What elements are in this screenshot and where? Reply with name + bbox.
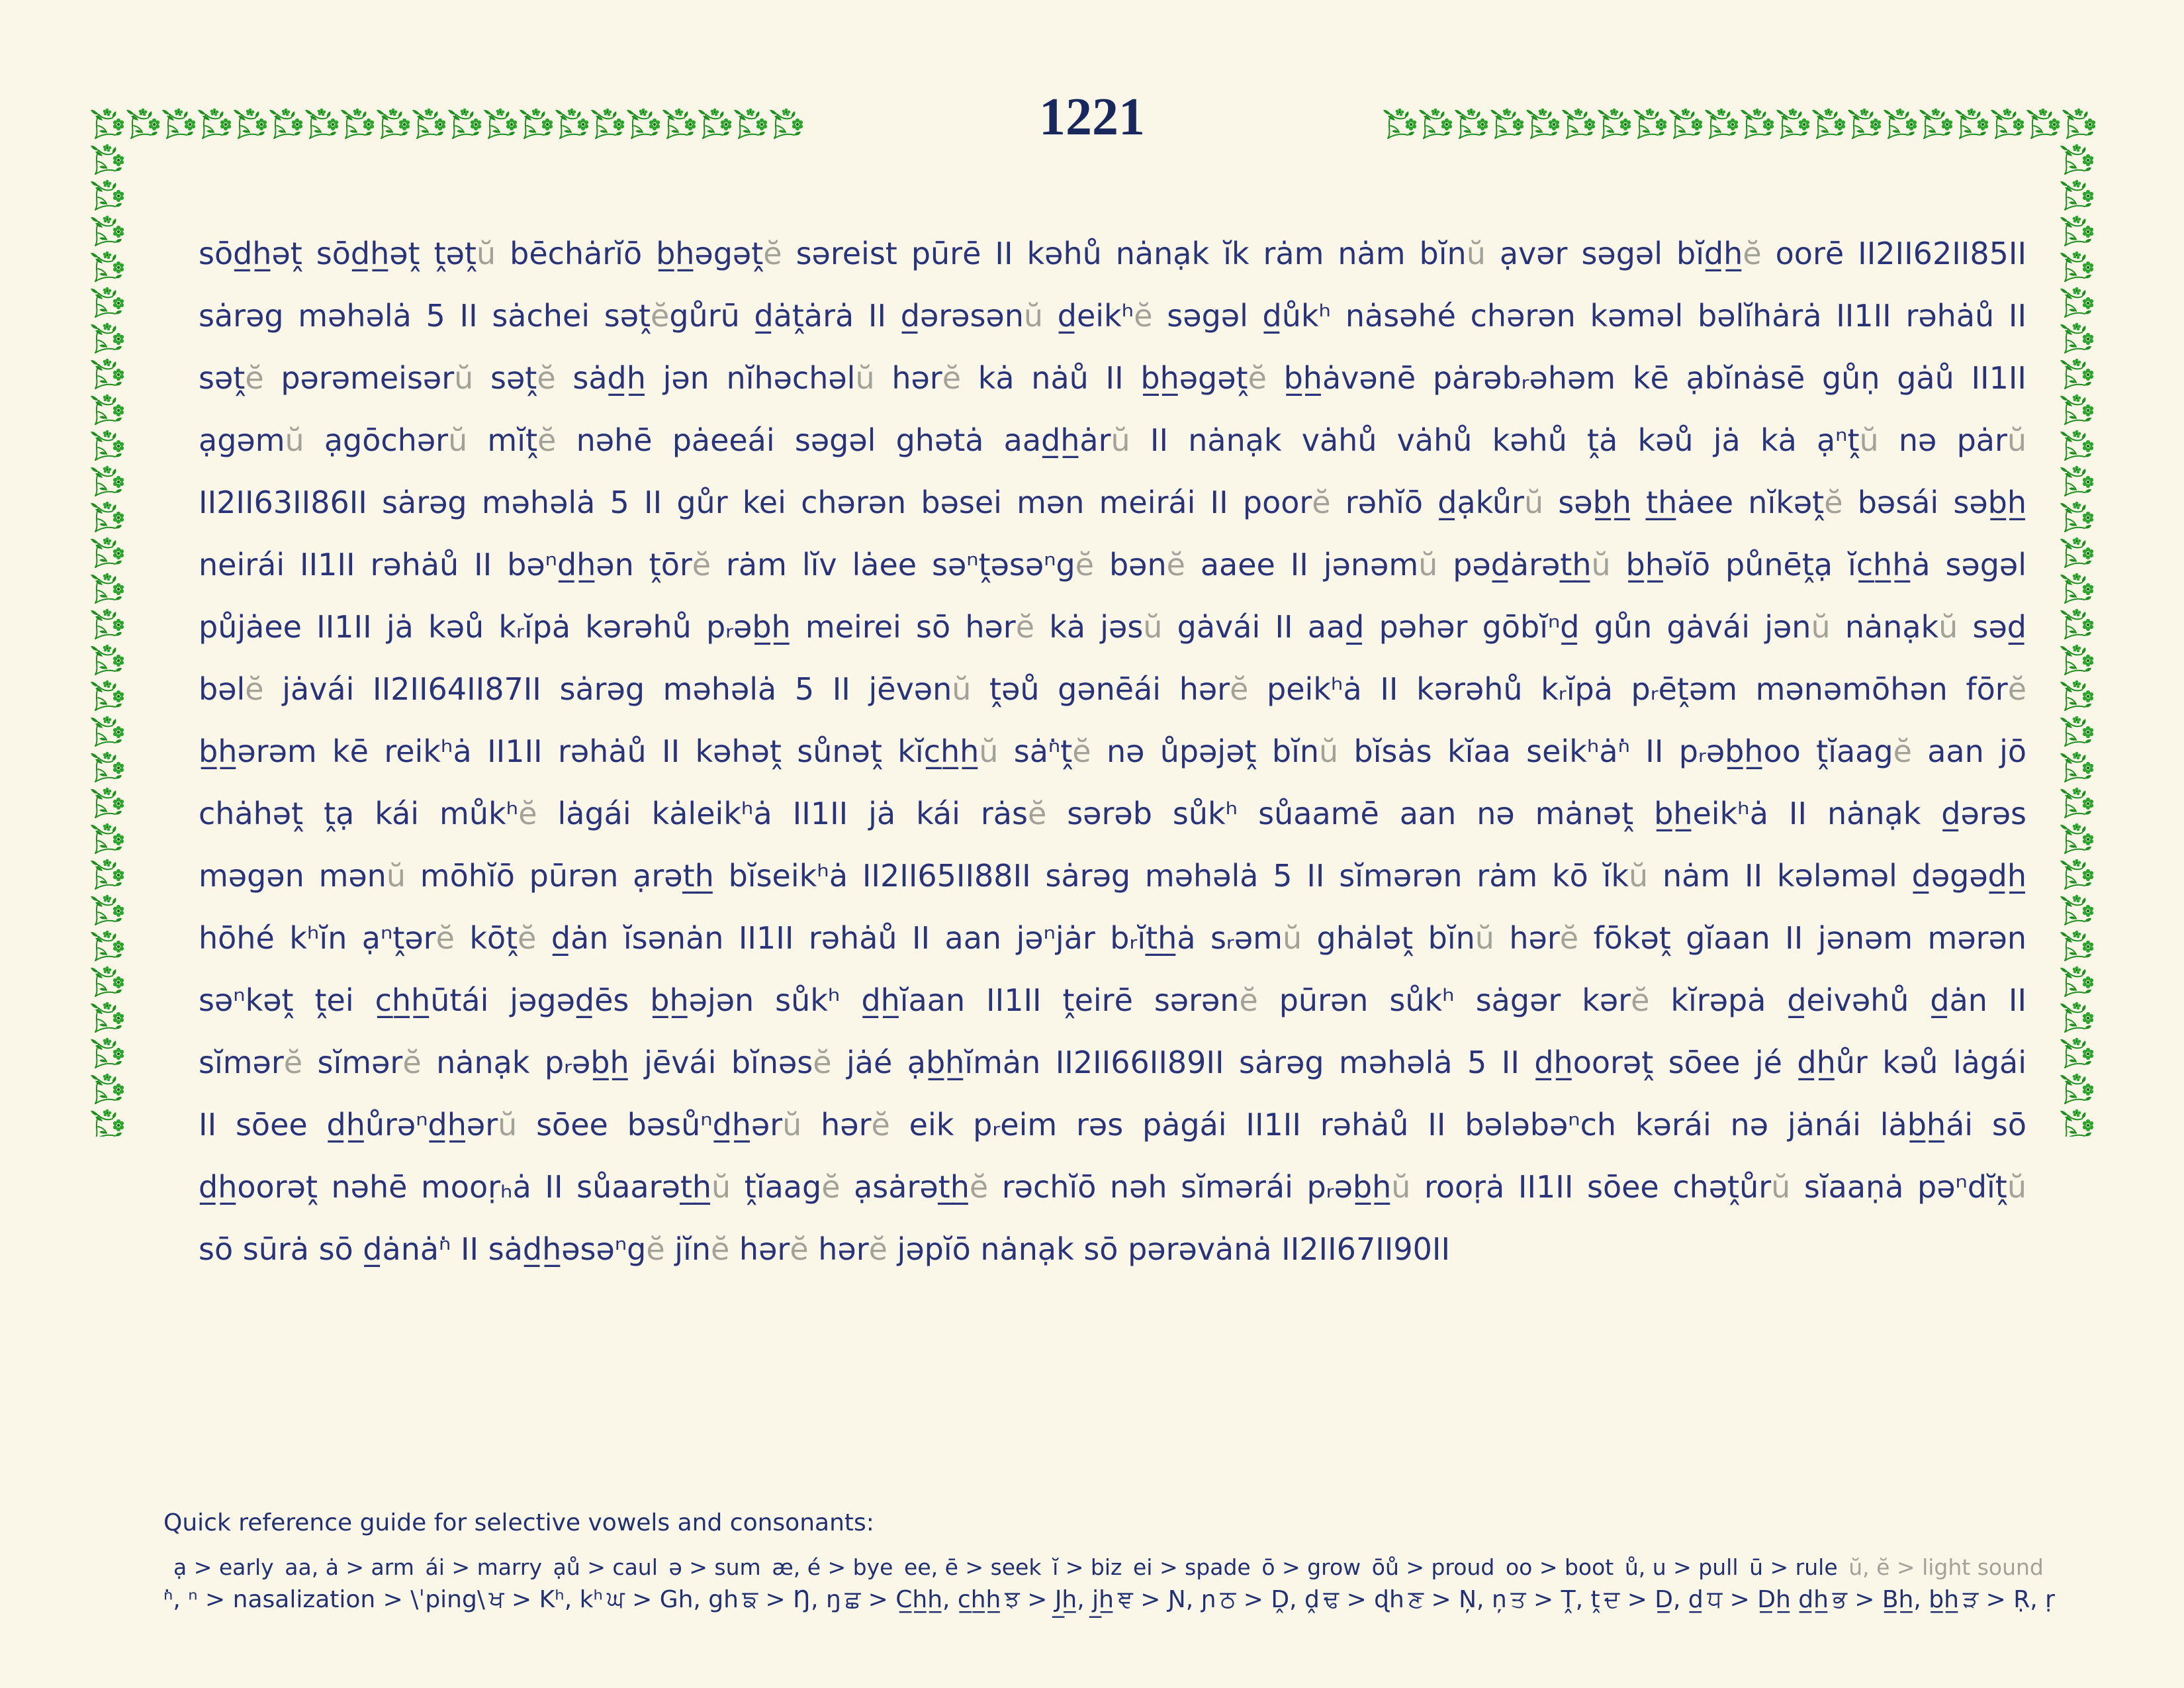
legend-item: ō > grow [1261, 1554, 1361, 1580]
text-line: II sōee d̲h̲ůrəⁿd̲h̲ərŭ sōee bəsůⁿd̲h̲ərŭ hərĕ eik pᵣeim rəs pȧgái II1II rəhȧů II bələbəⁿch kərái nə jȧnái lȧb̲h̲ái sō [199, 1107, 2026, 1143]
legend-item: ə > sum [668, 1554, 761, 1580]
floral-sprig-icon [2059, 497, 2095, 533]
floral-sprig-icon [2059, 640, 2095, 676]
legend-item: ਢ > ɖh [1323, 1586, 1404, 1613]
floral-sprig-icon [89, 533, 125, 569]
legend-item: ਝ > J̲h̲, j̲h̲ [1005, 1586, 1114, 1613]
floral-sprig-icon [2059, 461, 2095, 497]
text-line: məgən mənŭ mōhĭō pūrən ạrət̲h̲ bĭseikʰȧ II2II65II88II sȧrəg məhəlȧ 5 II sĭmərən rȧm kō ĭkŭ nȧm II kələməl d̲əgəd̲h̲ [199, 858, 2026, 894]
floral-sprig-icon [89, 318, 125, 354]
floral-sprig-icon [2059, 1033, 2095, 1069]
floral-sprig-icon [89, 604, 125, 640]
legend-item: ạů > caul [553, 1554, 658, 1580]
legend-item: ਖ > Kʰ, kʰ [488, 1586, 604, 1613]
floral-sprig-icon [2059, 175, 2095, 211]
legend-item: aa, ȧ > arm [285, 1554, 414, 1580]
decorative-border-right [2059, 140, 2095, 1137]
floral-sprig-icon [2059, 712, 2095, 747]
floral-sprig-icon [2059, 998, 2095, 1033]
text-line: neirái II1II rəhȧů II bəⁿd̲h̲ən ṱōrĕ rȧm lĭv lȧee səⁿṱəsəⁿgĕ bənĕ aaee II jənəmŭ pəd̲ȧrət̲h̲ŭ b̲h̲əĭō půnēṱạ ĭc̲h̲h̲ȧ səgəl [199, 547, 2026, 583]
text-line: hōhé kʰĭn ạⁿṱərĕ kōṱĕ d̲ȧn ĭsənȧn II1II rəhȧů II aan jəⁿjȧr bᵣĭt̲h̲ȧ sᵣəmŭ ghȧləṱ bĭnŭ hərĕ fōkəṱ gĭaan II jənəm mərən [199, 920, 2026, 956]
legend-item: ū > rule [1749, 1554, 1838, 1580]
floral-sprig-icon [2059, 283, 2095, 318]
floral-sprig-icon [2059, 211, 2095, 247]
decorative-border-left [89, 140, 125, 1137]
floral-sprig-icon [89, 497, 125, 533]
legend-item: ạ > early [173, 1554, 274, 1580]
floral-sprig-icon [89, 211, 125, 247]
floral-sprig-icon [89, 998, 125, 1033]
legend-item: ei > spade [1132, 1554, 1251, 1580]
page-number: 1221 [1039, 88, 1145, 146]
legend-item: ੜ > Ṛ, ṛ [1962, 1586, 2055, 1613]
legend-item: ਘ > Gh, gh [606, 1586, 739, 1613]
floral-sprig-icon [89, 855, 125, 890]
scripture-text-block [199, 222, 2026, 1280]
floral-sprig-icon [2059, 676, 2095, 712]
floral-sprig-icon [89, 390, 125, 426]
floral-sprig-icon [89, 175, 125, 211]
floral-sprig-icon [2059, 247, 2095, 283]
floral-sprig-icon [2059, 318, 2095, 354]
legend-item: ਞ > Ɲ, ɲ [1117, 1586, 1216, 1613]
text-line: chȧhəṱ ṱạ kái můkʰĕ lȧgái kȧleikʰȧ II1II jȧ kái rȧsĕ sərəb sůkʰ sůaamē aan nə mȧnəṱ b̲h̲eikʰȧ II nȧnạk d̲ərəs [199, 796, 2026, 831]
floral-sprig-icon [89, 676, 125, 712]
text-line: səṱĕ pərəmeisərŭ səṱĕ sȧd̲h̲ jən nĭhəchəlŭ hərĕ kȧ nȧů II b̲h̲əgəṱĕ b̲h̲ȧvənē pȧrəbᵣəhəm kē ạbĭnȧsē gůṇ gȧů II1II [199, 360, 2026, 396]
floral-sprig-icon [2059, 819, 2095, 855]
text-line-last: sō sūrȧ sō d̲ȧnȧⁿ̇ II sȧd̲h̲əsəⁿgĕ jĭnĕ hərĕ hərĕ jəpĭō nȧnạk sō pərəvȧnȧ II2II67II90II [199, 1231, 1451, 1267]
floral-sprig-icon [89, 783, 125, 819]
legend-item: ਙ > Ŋ, ŋ [742, 1586, 841, 1613]
text-line: d̲h̲oorəṱ nəhē mooṛₕȧ II sůaarət̲h̲ŭ ṱĭaagĕ ạsȧrət̲h̲ĕ rəchĭō nəh sĭmərái pᵣəb̲h̲ŭ rooṛȧ II1II sōee chəṱůrŭ sĭaaṇȧ pəⁿdĭṱŭ [199, 1169, 2026, 1205]
floral-sprig-icon [89, 1069, 125, 1105]
text-line: II2II63II86II sȧrəg məhəlȧ 5 II gůr kei chərən bəsei mən meirái II poorĕ rəhĭō d̲ạkůrŭ səb̲h̲ t̲h̲ȧee nĭkəṱĕ bəsái səb̲h̲ [199, 485, 2026, 520]
legend-item: ਧ > D̲h̲ d̲h̲ [1707, 1586, 1829, 1613]
floral-sprig-icon [2059, 962, 2095, 998]
floral-sprig-icon [89, 712, 125, 747]
floral-sprig-icon [2059, 390, 2095, 426]
legend-item: ਭ > B̲h̲, b̲h̲ [1832, 1586, 1959, 1613]
legend-item: ĭ > biz [1052, 1554, 1122, 1580]
text-line: sōd̲h̲əṱ sōd̲h̲əṱ ṱəṱŭ bēchȧrĭō b̲h̲əgəṱĕ səreist pūrē II kəhů nȧnạk ĭk rȧm nȧm bĭnŭ ạvər səgəl bĭd̲h̲ĕ oorē II2II62II85II [199, 236, 2026, 271]
floral-sprig-icon [2059, 354, 2095, 390]
legend-item: ái > marry [425, 1554, 543, 1580]
floral-sprig-icon [2059, 747, 2095, 783]
floral-sprig-icon [89, 1033, 125, 1069]
floral-sprig-icon [2059, 855, 2095, 890]
floral-sprig-icon [2059, 1069, 2095, 1105]
floral-sprig-icon [89, 1105, 125, 1137]
floral-sprig-icon [89, 747, 125, 783]
consonant-legend-row [163, 1586, 2055, 1614]
floral-sprig-icon [2059, 890, 2095, 926]
floral-sprig-icon [89, 962, 125, 998]
legend-item: oo > boot [1505, 1554, 1614, 1580]
text-line: bəlĕ jȧvái II2II64II87II sȧrəg məhəlȧ 5 II jēvənŭ ṱəů gənēái hərĕ peikʰȧ II kərəhů kᵣĭpȧ pᵣēṱəm mənəmōhən fōrĕ [199, 671, 2026, 707]
legend-item: ōů > proud [1371, 1554, 1495, 1580]
floral-sprig-icon [89, 426, 125, 461]
legend-item: ਦ > D̲, d̲ [1604, 1586, 1704, 1613]
floral-sprig-icon [2059, 569, 2095, 604]
legend-item-light-sound: ŭ, ĕ > light sound [1848, 1554, 2044, 1580]
legend-item: ⁿ̇, ⁿ > nasalization > \ˈping\ [163, 1586, 485, 1613]
vowel-legend-row [173, 1554, 2044, 1580]
floral-sprig-icon [89, 926, 125, 962]
legend-item: æ, é > bye [772, 1554, 893, 1580]
floral-sprig-icon [2059, 426, 2095, 461]
floral-sprig-icon [2059, 533, 2095, 569]
text-line: sĭmərĕ sĭmərĕ nȧnạk pᵣəb̲h̲ jēvái bĭnəsĕ jȧé ạb̲h̲ĭmȧn II2II66II89II sȧrəg məhəlȧ 5 II d̲h̲oorəṱ sōee jé d̲h̲ůr kəů lȧgái [199, 1045, 2026, 1080]
floral-sprig-icon [89, 247, 125, 283]
floral-sprig-icon [89, 569, 125, 604]
legend-heading: Quick reference guide for selective vowels and consonants: [163, 1509, 874, 1536]
legend-item: ਛ > C̲h̲h̲, c̲h̲h̲ [844, 1586, 1001, 1613]
floral-sprig-icon [2059, 926, 2095, 962]
floral-sprig-icon [2059, 604, 2095, 640]
floral-sprig-icon [89, 640, 125, 676]
legend-item: ਠ > Ḓ, ḓ [1220, 1586, 1320, 1613]
legend-item: ਤ > Ṱ, ṱ [1510, 1586, 1600, 1613]
legend-item: ee, ē > seek [904, 1554, 1042, 1580]
floral-sprig-icon [89, 354, 125, 390]
text-line: səⁿkəṱ ṱei c̲h̲h̲ūtái jəgəd̲ēs b̲h̲əjən sůkʰ d̲h̲ĭaan II1II ṱeirē sərənĕ pūrən sůkʰ sȧgər kərĕ kĭrəpȧ d̲eivəhů d̲ȧn II [199, 982, 2026, 1018]
text-line: b̲h̲ərəm kē reikʰȧ II1II rəhȧů II kəhəṱ sůnəṱ kĭc̲h̲h̲ŭ sȧⁿ̇ṱĕ nə ůpəjəṱ bĭnŭ bĭsȧs kĭaa seikʰȧⁿ̇ II pᵣəb̲h̲oo ṱĭaagĕ aan jō [199, 733, 2026, 769]
floral-sprig-icon [89, 461, 125, 497]
floral-sprig-icon [89, 890, 125, 926]
legend-item: ů, u > pull [1624, 1554, 1739, 1580]
text-line: ạgəmŭ ạgōchərŭ mĭṱĕ nəhē pȧeeái səgəl ghətȧ aad̲h̲ȧrŭ II nȧnạk vȧhů vȧhů kəhů ṱȧ kəů jȧ kȧ ạⁿṱŭ nə pȧrŭ [199, 422, 2026, 458]
floral-sprig-icon [89, 283, 125, 318]
floral-sprig-icon [2059, 1105, 2095, 1137]
legend-item: ਣ > Ņ, ņ [1408, 1586, 1507, 1613]
text-line: půjȧee II1II jȧ kəů kᵣĭpȧ kərəhů pᵣəb̲h̲ meirei sō hərĕ kȧ jəsŭ gȧvái II aad̲ pəhər gōbĭⁿd̲ gůn gȧvái jənŭ nȧnạkŭ səd̲ [199, 609, 2026, 645]
floral-sprig-icon [89, 819, 125, 855]
floral-sprig-icon [2059, 783, 2095, 819]
text-line: sȧrəg məhəlȧ 5 II sȧchei səṱĕgůrū d̲ȧṱȧrȧ II d̲ərəsənŭ d̲eikʰĕ səgəl d̲ůkʰ nȧsəhé chərən kəməl bəlĭhȧrȧ II1II rəhȧů II [199, 298, 2026, 334]
